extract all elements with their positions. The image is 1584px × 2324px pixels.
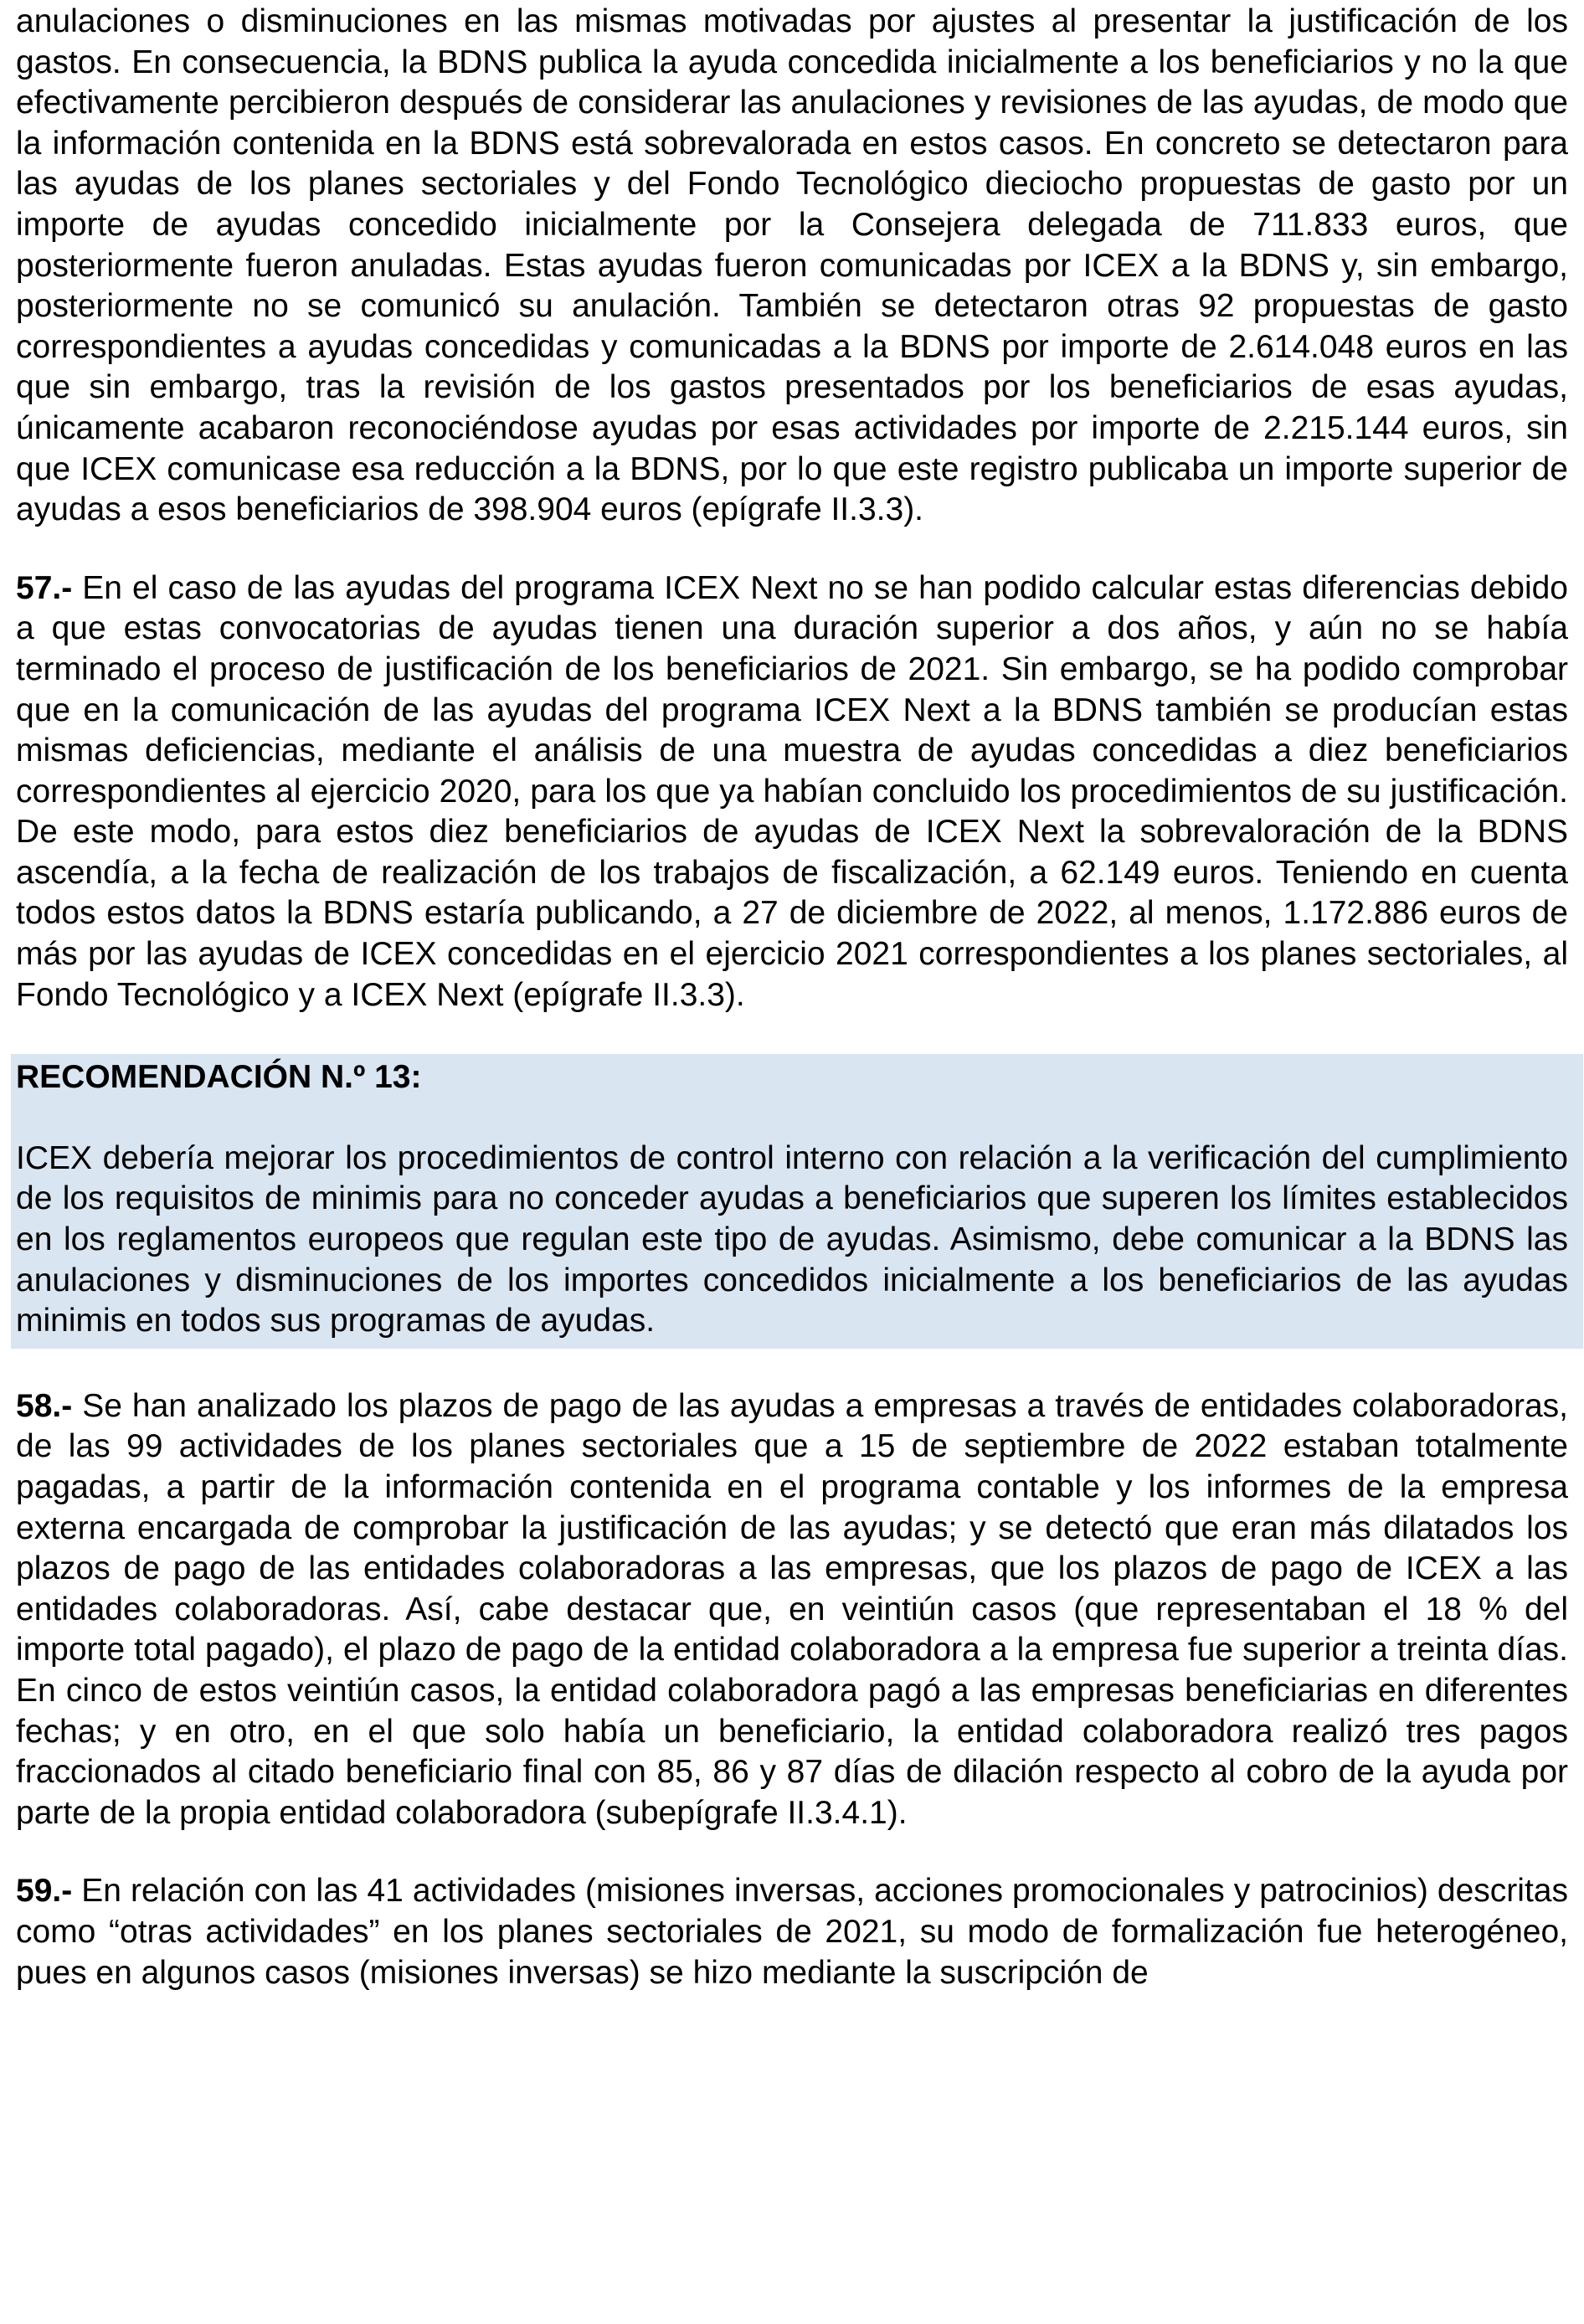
recommendation-box (11, 1054, 1583, 1349)
paragraph-58 (16, 1386, 1568, 1834)
paragraph-text: En el caso de las ayudas del programa ICEX Next no se han podido calcular estas diferencias debido a que estas convocatorias de ayudas tienen una duración superior a dos años, y aún no se había terminado el proceso de justificación de los beneficiarios de 2021. Sin embargo, se ha podido comprobar que en la comunicación de las ayudas del programa ICEX Next a la BDNS también se producían estas mismas deficiencias, mediante el análisis de una muestra de ayudas concedidas a diez beneficiarios correspondientes al ejercicio 2020, para los que ya habían concluido los procedimientos de su justificación. De este modo, para estos diez beneficiarios de ayudas de ICEX Next la sobrevaloración de la BDNS ascendía, a la fecha de realización de los trabajos de fiscalización, a 62.149 euros. Teniendo en cuenta todos estos datos la BDNS estaría publicando, a 27 de diciembre de 2022, al menos, 1.172.886 euros de más por las ayudas de ICEX concedidas en el ejercicio 2021 correspondientes a los planes sectoriales, al Fondo Tecnológico y a ICEX Next (epígrafe II.3.3). (16, 569, 1568, 1013)
paragraph-continued: anulaciones o disminuciones en las mismas motivadas por ajustes al presentar la justificación de los gastos. En consecuencia, la BDNS publica la ayuda concedida inicialmente a los beneficiarios y no la que efectivamente percibieron después de considerar las anulaciones y revisiones de las ayudas, de modo que la información contenida en la BDNS está sobrevalorada en estos casos. En concreto se detectaron para las ayudas de los planes sectoriales y del Fondo Tecnológico dieciocho propuestas de gasto por un importe de ayudas concedido inicialmente por la Consejera delegada de 711.833 euros, que posteriormente fueron anuladas. Estas ayudas fueron comunicadas por ICEX a la BDNS y, sin embargo, posteriormente no se comunicó su anulación. También se detectaron otras 92 propuestas de gasto correspondientes a ayudas concedidas y comunicadas a la BDNS por importe de 2.614.048 euros en las que sin embargo, tras la revisión de los gastos presentados por los beneficiarios de esas ayudas, únicamente acabaron reconociéndose ayudas por esas actividades por importe de 2.215.144 euros, sin que ICEX comunicase esa reducción a la BDNS, por lo que este registro publicaba un importe superior de ayudas a esos beneficiarios de 398.904 euros (epígrafe II.3.3). (16, 3, 1568, 528)
recommendation-title: RECOMENDACIÓN N.º 13: (16, 1059, 422, 1096)
paragraph-59 (16, 1871, 1568, 1993)
paragraph-57 (16, 568, 1568, 1016)
paragraph-text: En relación con las 41 actividades (misiones inversas, acciones promocionales y patrocinios) descritas como “otras actividades” en los planes sectoriales de 2021, su modo de formalización fue heterogéneo, pues en algunos casos (misiones inversas) se hizo mediante la suscripción de (16, 1873, 1568, 1991)
recommendation-text: ICEX debería mejorar los procedimientos de control interno con relación a la verificación del cumplimiento de los requisitos de minimis para no conceder ayudas a beneficiarios que superen los límites establecidos en los reglamentos europeos que regulan este tipo de ayudas. Asimismo, debe comunicar a la BDNS las anulaciones y disminuciones de los importes concedidos inicialmente a los beneficiarios de las ayudas minimis en todos sus programas de ayudas. (16, 1139, 1568, 1339)
paragraph-number: 58.- (16, 1387, 73, 1424)
paragraph-text: Se han analizado los plazos de pago de las ayudas a empresas a través de entidades colaboradoras, de las 99 actividades de los planes sectoriales que a 15 de septiembre de 2022 estaban totalmente pagadas, a partir de la información contenida en el programa contable y los informes de la empresa externa encargada de comprobar la justificación de las ayudas; y se detectó que eran más dilatados los plazos de pago de las entidades colaboradoras a las empresas, que los plazos de pago de ICEX a las entidades colaboradoras. Así, cabe destacar que, en veintiún casos (que representaban el 18 % del importe total pagado), el plazo de pago de la entidad colaboradora a la empresa fue superior a treinta días. En cinco de estos veintiún casos, la entidad colaboradora pagó a las empresas beneficiarias en diferentes fechas; y en otro, en el que solo había un beneficiario, la entidad colaboradora realizó tres pagos fraccionados al citado beneficiario final con 85, 86 y 87 días de dilación respecto al cobro de la ayuda por parte de la propia entidad colaboradora (subepígrafe II.3.4.1). (16, 1387, 1568, 1831)
paragraph-number: 59.- (16, 1873, 73, 1910)
document-body (16, 0, 1568, 1993)
paragraph-number: 57.- (16, 569, 73, 606)
